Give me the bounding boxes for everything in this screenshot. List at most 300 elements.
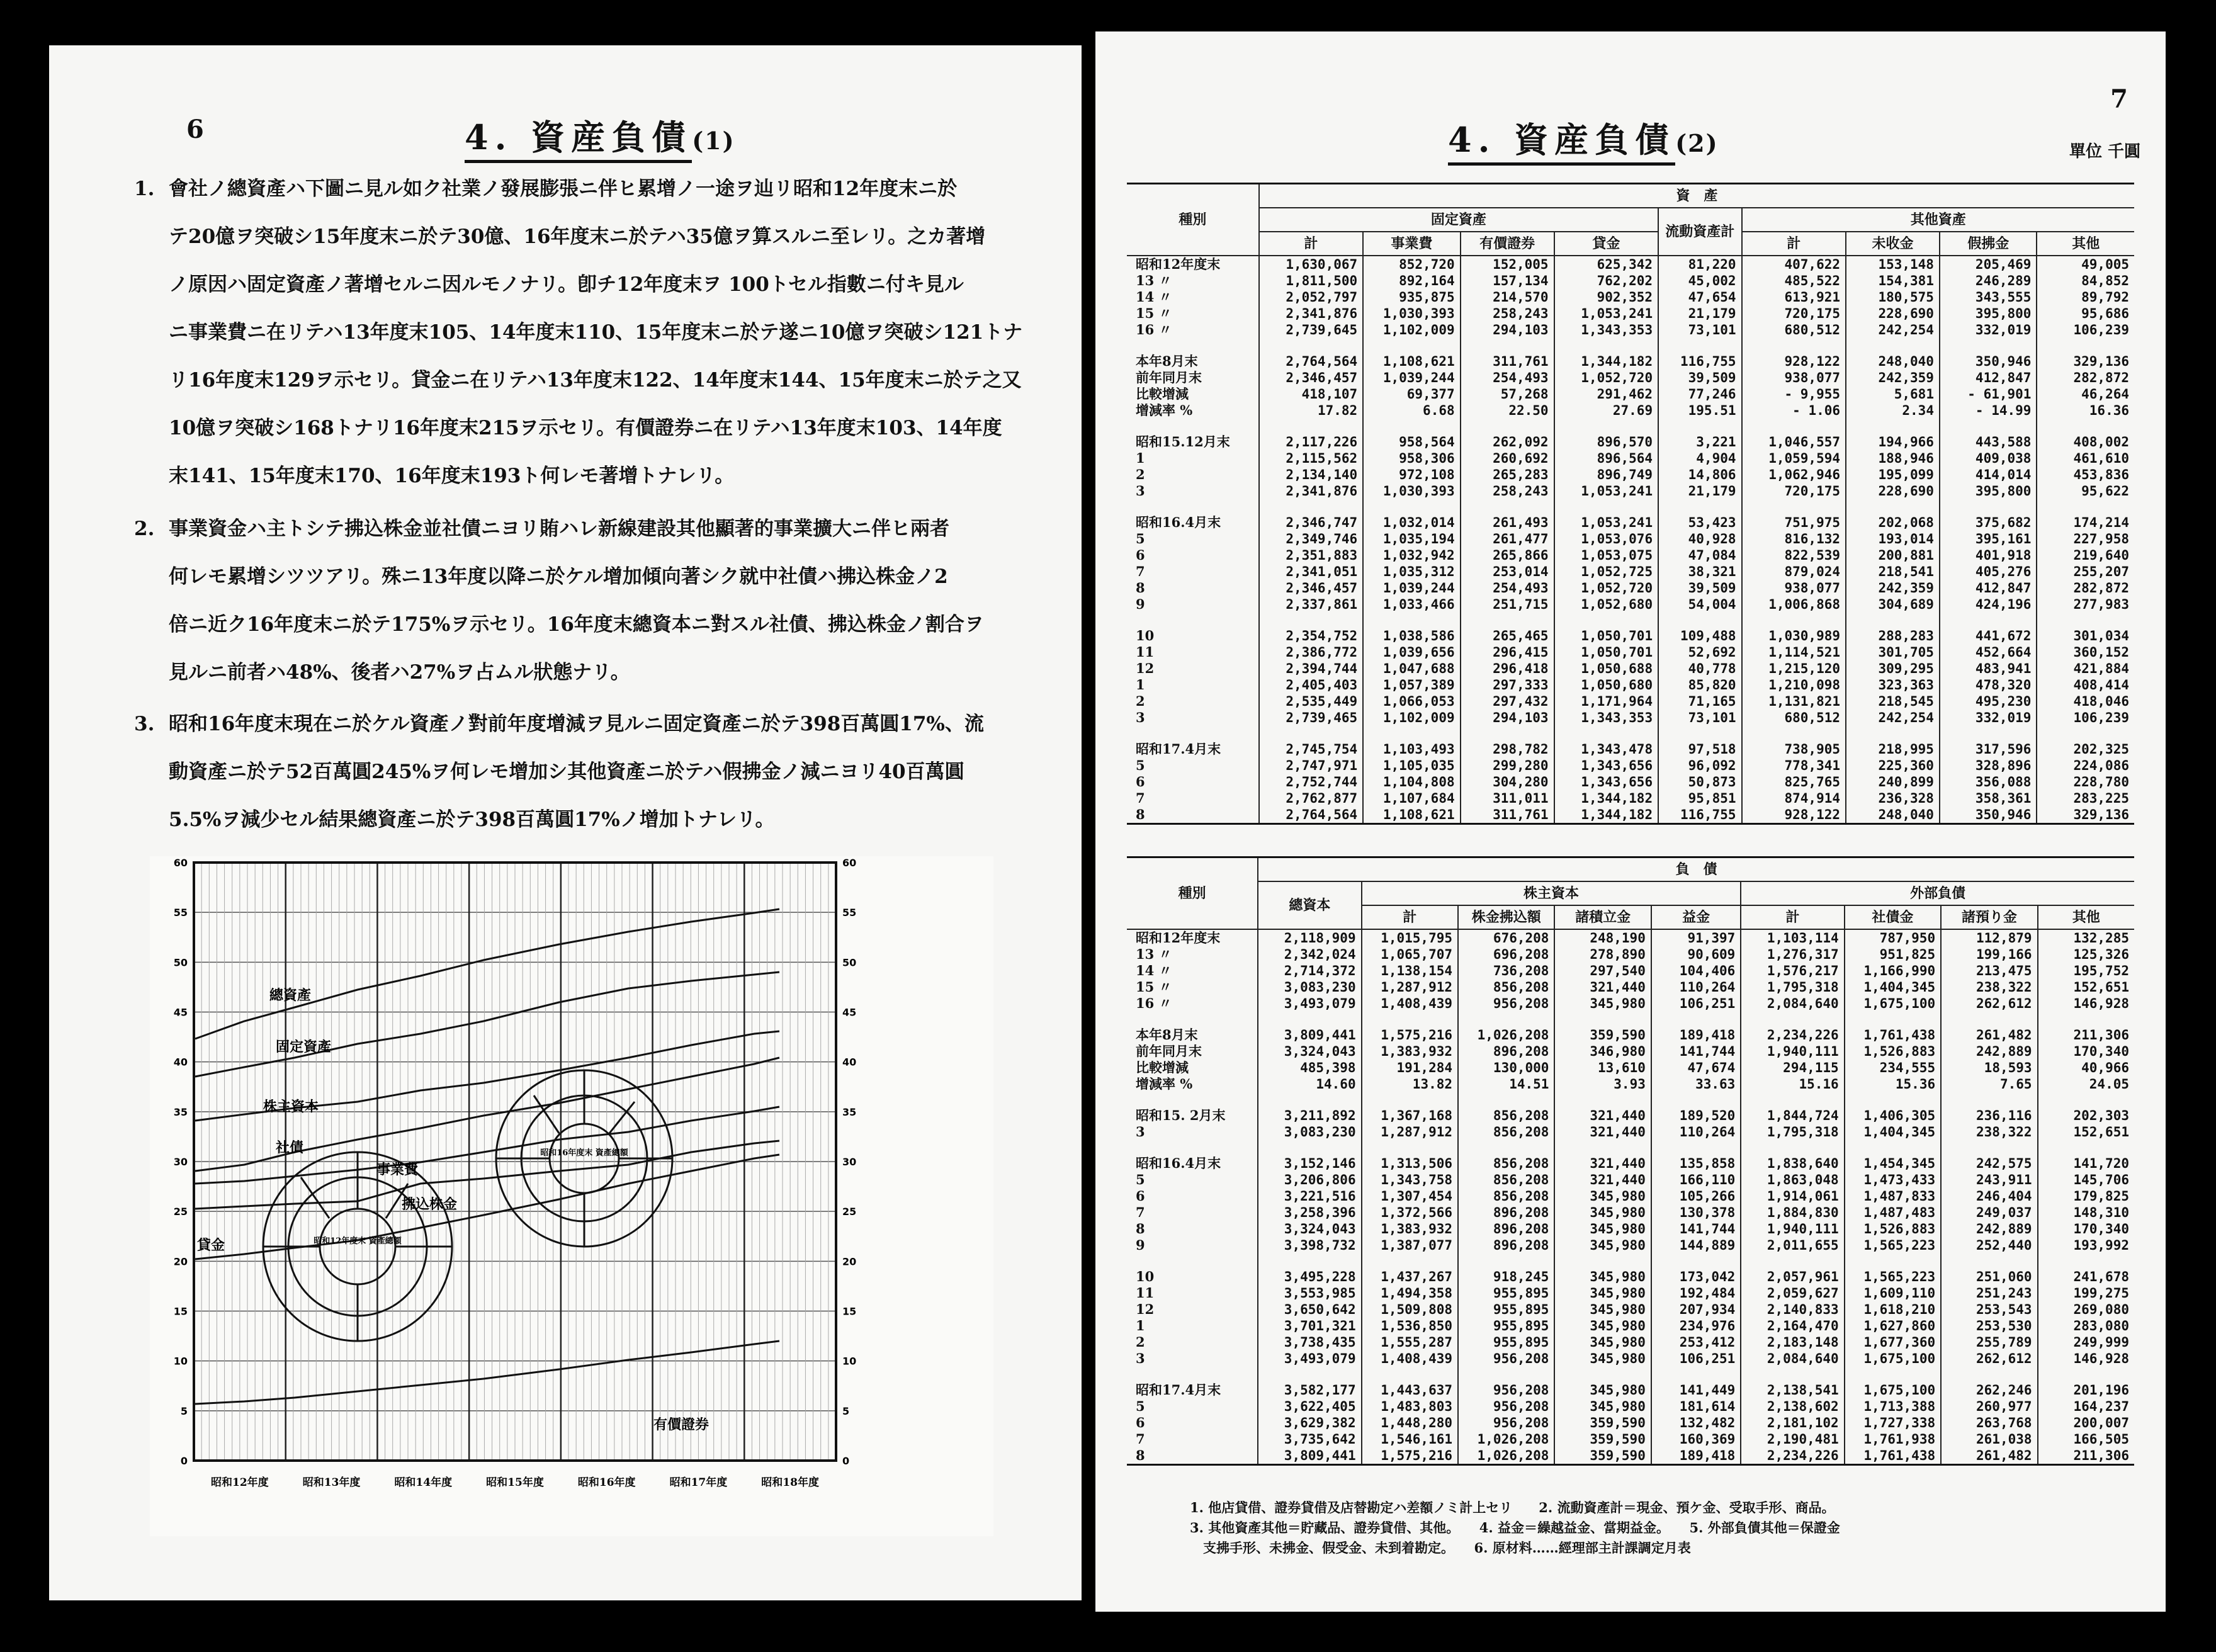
table-cell: 218,995 [1846, 741, 1940, 757]
table-cell: 202,325 [2037, 741, 2134, 757]
table-cell: 896,208 [1458, 1043, 1554, 1060]
row-label: 5 [1136, 1172, 1145, 1187]
table-cell: 228,690 [1846, 483, 1940, 499]
table-cell: 54,004 [1658, 596, 1741, 613]
table-row [1127, 1237, 2134, 1253]
table-cell: 3,083,230 [1258, 979, 1361, 995]
row-label: 1 [1136, 1318, 1145, 1333]
table-cell: 1,526,883 [1845, 1221, 1941, 1237]
row-label: 昭和17.4月末 [1136, 741, 1221, 757]
table-cell: 73,101 [1658, 710, 1741, 726]
paragraph-line: 會社ノ總資產ハ下圖ニ見ル如ク社業ノ發展膨張ニ伴ヒ累增ノ一途ヲ辿リ昭和12年度末ニ於 [169, 178, 958, 200]
table-cell: 81,220 [1658, 256, 1741, 273]
table-cell: 1,494,358 [1362, 1285, 1458, 1301]
table-cell: 874,914 [1742, 790, 1846, 806]
table-cell: 254,493 [1461, 580, 1554, 596]
table-cell: 261,477 [1461, 531, 1554, 547]
table-row [1127, 289, 2134, 305]
paragraph-line: テ20億ヲ突破シ15年度末ニ於テ30億、16年度末ニ於テハ35億ヲ算スルニ至レリ。之カ著增 [169, 225, 986, 248]
table-row [1127, 273, 2134, 289]
row-label: 增減率 % [1136, 402, 1193, 418]
table-cell: 3,735,642 [1258, 1431, 1361, 1447]
table-cell: 192,484 [1651, 1285, 1741, 1301]
table-cell: 1,437,267 [1362, 1269, 1458, 1285]
table-cell: 2,535,449 [1259, 693, 1364, 710]
table-cell: 90,609 [1651, 946, 1741, 963]
col-other: 其他 [2037, 232, 2134, 256]
col-securities: 有價證券 [1461, 232, 1554, 256]
table-cell: 152,651 [2038, 979, 2134, 995]
table-cell: 613,921 [1742, 289, 1846, 305]
table-row [1127, 774, 2134, 790]
table-cell: 3,493,079 [1258, 1350, 1361, 1367]
table-cell: 1,343,656 [1554, 757, 1659, 774]
table-row [1127, 1027, 2134, 1043]
table-cell: 299,280 [1461, 757, 1554, 774]
table-cell: 291,462 [1554, 386, 1659, 402]
row-label: 10 [1136, 1269, 1155, 1284]
table-cell: 199,166 [1941, 946, 2037, 963]
table-cell: 254,493 [1461, 370, 1554, 386]
x-tick-label: 昭和15年度 [486, 1476, 544, 1489]
table-cell [1941, 1367, 2037, 1382]
table-cell: 321,440 [1554, 1107, 1651, 1124]
table-cell: 148,310 [2038, 1204, 2134, 1221]
table-cell: 251,243 [1941, 1285, 2037, 1301]
table-cell: 141,449 [1651, 1382, 1741, 1398]
table-cell: 1,343,478 [1554, 741, 1659, 757]
table-cell: 680,512 [1742, 322, 1846, 338]
table-cell: 191,284 [1362, 1060, 1458, 1076]
table-cell: 3,211,892 [1258, 1107, 1361, 1124]
table-cell [1362, 1012, 1458, 1027]
table-cell [1940, 499, 2037, 514]
table-cell: 1,030,393 [1363, 305, 1460, 322]
title-text: 4. 資産負債 [465, 117, 692, 163]
table-spacer-row [1127, 338, 2134, 353]
table-cell [1258, 1092, 1361, 1107]
table-cell: 2,084,640 [1741, 995, 1844, 1012]
label-securities: 有價證券 [653, 1417, 709, 1433]
table-cell: 243,911 [1941, 1172, 2037, 1188]
table-cell: 311,761 [1461, 806, 1554, 824]
table-cell: 1,057,389 [1363, 677, 1460, 693]
table-cell: 2,117,226 [1259, 434, 1364, 450]
table-cell: 110,264 [1651, 1124, 1741, 1140]
table-cell: 3,493,079 [1258, 995, 1361, 1012]
table-cell: 350,946 [1940, 806, 2037, 824]
table-cell: 2,764,564 [1259, 806, 1364, 824]
table-cell: 856,208 [1458, 1155, 1554, 1172]
row-label: 13 〃 [1136, 273, 1172, 288]
table-row [1127, 1043, 2134, 1060]
table-cell: 2,351,883 [1259, 547, 1364, 563]
table-cell: 938,077 [1742, 370, 1846, 386]
table-cell: 359,590 [1554, 1447, 1651, 1465]
table-cell: 106,239 [2037, 322, 2134, 338]
table-cell [2038, 1140, 2134, 1155]
table-cell [1554, 499, 1659, 514]
table-cell: 1,026,208 [1458, 1447, 1554, 1465]
table-cell: 3,553,985 [1258, 1285, 1361, 1301]
table-cell: 242,359 [1846, 370, 1940, 386]
table-cell: 321,440 [1554, 1155, 1651, 1172]
table-cell: 116,755 [1658, 806, 1741, 824]
table-cell: 345,980 [1554, 1382, 1651, 1398]
table-cell: 736,208 [1458, 963, 1554, 979]
table-cell: 278,890 [1554, 946, 1651, 963]
table-row [1127, 1124, 2134, 1140]
table-cell: 2,059,627 [1741, 1285, 1844, 1301]
table-cell [1845, 1092, 1941, 1107]
paragraph-line: 事業資金ハ主トシテ拂込株金並社債ニヨリ賄ハレ新線建設其他顯著的事業擴大ニ伴ヒ兩者 [169, 518, 949, 540]
table-cell: 2,337,861 [1259, 596, 1364, 613]
table-cell: 174,214 [2037, 514, 2134, 531]
table-cell: 1,536,850 [1362, 1318, 1458, 1334]
table-cell: 15.16 [1741, 1076, 1844, 1092]
table-cell [1651, 1140, 1741, 1155]
table-cell: 345,980 [1554, 1350, 1651, 1367]
table-cell: 1,052,680 [1554, 596, 1659, 613]
table-cell [1259, 338, 1364, 353]
row-label: 2 [1136, 693, 1145, 709]
table-row [1127, 483, 2134, 499]
col-fixed-total: 計 [1259, 232, 1364, 256]
liabilities-table [1127, 856, 2134, 1466]
table-cell: 1,171,964 [1554, 693, 1659, 710]
table-cell: 89,792 [2037, 289, 2134, 305]
equity-header: 株主資本 [1362, 881, 1741, 905]
y-tick-label: 5 [180, 1405, 188, 1417]
table-row [1127, 1334, 2134, 1350]
table-cell: 40,928 [1658, 531, 1741, 547]
table-cell: 321,440 [1554, 1124, 1651, 1140]
table-cell: 2,138,541 [1741, 1382, 1844, 1398]
table-cell: 1,677,360 [1845, 1334, 1941, 1350]
table-cell [1845, 1253, 1941, 1269]
table-cell: 928,122 [1742, 806, 1846, 824]
paragraph-line: 動資產ニ於テ52百萬圓245%ヲ何レモ增加シ其他資產ニ於テハ假拂金ノ減ニヨリ40百萬圓 [169, 761, 964, 783]
table-cell: 409,038 [1940, 450, 2037, 467]
table-row [1127, 305, 2134, 322]
table-cell [1846, 613, 1940, 628]
table-cell: 892,164 [1363, 273, 1460, 289]
table-cell [1461, 338, 1554, 353]
paragraph-line: 末141、15年度末170、16年度末193ト何レモ著增トナレリ。 [169, 465, 735, 487]
table-cell: 1,114,521 [1742, 644, 1846, 660]
row-label: 9 [1136, 1237, 1145, 1253]
table-cell: 296,415 [1461, 644, 1554, 660]
table-cell [1941, 1012, 2037, 1027]
table-cell: 1,884,830 [1741, 1204, 1844, 1221]
table-cell [1741, 1140, 1844, 1155]
table-row [1127, 1447, 2134, 1465]
row-label: 12 [1136, 660, 1155, 676]
table-cell: 283,225 [2037, 790, 2134, 806]
table-cell: 3,083,230 [1258, 1124, 1361, 1140]
table-row [1127, 1415, 2134, 1431]
table-cell: 238,322 [1941, 1124, 2037, 1140]
table-cell [1554, 1367, 1651, 1382]
table-cell: 395,800 [1940, 483, 2037, 499]
col-current-assets: 流動資產計 [1658, 208, 1741, 256]
table-cell: 154,381 [1846, 273, 1940, 289]
table-cell: 258,243 [1461, 483, 1554, 499]
table-cell [1127, 1367, 1258, 1382]
table-cell [1554, 1140, 1651, 1155]
x-tick-label: 昭和12年度 [211, 1476, 269, 1489]
table-cell: 856,208 [1458, 1124, 1554, 1140]
table-cell [1554, 613, 1659, 628]
table-cell: 195.51 [1658, 402, 1741, 419]
table-cell: 1,630,067 [1259, 256, 1364, 273]
table-cell: 1,761,438 [1845, 1447, 1941, 1465]
label-paid-capital: 拂込株金 [402, 1196, 458, 1213]
table-cell: 1,487,833 [1845, 1188, 1941, 1204]
table-row [1127, 1060, 2134, 1076]
table-cell: 1,052,720 [1554, 580, 1659, 596]
table-cell: 24.05 [2038, 1076, 2134, 1092]
table-cell [2038, 1367, 2134, 1382]
table-cell: 2,234,226 [1741, 1447, 1844, 1465]
table-cell: 225,360 [1846, 757, 1940, 774]
table-cell: 1,761,938 [1845, 1431, 1941, 1447]
col-equity-total: 計 [1362, 905, 1458, 929]
table-cell: 1,052,720 [1554, 370, 1659, 386]
table-cell: 956,208 [1458, 1398, 1554, 1415]
table-cell: 3,622,405 [1258, 1398, 1361, 1415]
row-label: 14 〃 [1136, 963, 1172, 978]
paragraph-line: 昭和16年度末現在ニ於ケル資產ノ對前年度增減ヲ見ルニ固定資產ニ於テ398百萬圓17%、流 [169, 713, 984, 735]
table-cell: 2,183,148 [1741, 1334, 1844, 1350]
table-cell: 193,992 [2038, 1237, 2134, 1253]
table-cell: 18,593 [1941, 1060, 2037, 1076]
y-tick-label-right: 10 [842, 1355, 857, 1367]
table-cell [1461, 613, 1554, 628]
table-cell: 1,046,557 [1742, 434, 1846, 450]
x-tick-label: 昭和18年度 [761, 1476, 819, 1489]
table-cell: 1,108,621 [1363, 353, 1460, 370]
table-cell: 297,540 [1554, 963, 1651, 979]
table-cell: 2.34 [1846, 402, 1940, 419]
table-cell: 424,196 [1940, 596, 2037, 613]
table-cell: 260,977 [1941, 1398, 2037, 1415]
table-cell: 359,590 [1554, 1415, 1651, 1431]
table-cell: 7.65 [1941, 1076, 2037, 1092]
table-cell: 294,103 [1461, 322, 1554, 338]
table-row [1127, 1431, 2134, 1447]
table-cell: 856,208 [1458, 1188, 1554, 1204]
table-cell: 39,509 [1658, 370, 1741, 386]
table-cell: 3.93 [1554, 1076, 1651, 1092]
table-row [1127, 1221, 2134, 1237]
table-cell: 253,014 [1461, 563, 1554, 580]
table-cell: 1,565,223 [1845, 1269, 1941, 1285]
table-cell: 3,324,043 [1258, 1221, 1361, 1237]
table-cell: 309,295 [1846, 660, 1940, 677]
table-cell: 2,057,961 [1741, 1269, 1844, 1285]
x-tick-label: 昭和17年度 [669, 1476, 728, 1489]
table-spacer-row [1127, 613, 2134, 628]
table-cell: 109,488 [1658, 628, 1741, 644]
label-bonds: 社債 [276, 1140, 304, 1156]
table-cell: 255,789 [1941, 1334, 2037, 1350]
table-cell: 2,405,403 [1259, 677, 1364, 693]
row-label: 6 [1136, 547, 1145, 563]
assets-table [1127, 183, 2134, 825]
table-cell: 1,210,098 [1742, 677, 1846, 693]
table-cell [1742, 613, 1846, 628]
table-cell: 262,092 [1461, 434, 1554, 450]
table-row [1127, 531, 2134, 547]
table-cell: 85,820 [1658, 677, 1741, 693]
table-cell [1458, 1092, 1554, 1107]
table-cell: 345,980 [1554, 1334, 1651, 1350]
table-row [1127, 1107, 2134, 1124]
table-cell: 1,383,932 [1362, 1221, 1458, 1237]
table-cell: 49,005 [2037, 256, 2134, 273]
table-row [1127, 386, 2134, 402]
row-label: 1 [1136, 450, 1145, 466]
table-cell: 1,102,009 [1363, 322, 1460, 338]
table-cell: 304,280 [1461, 774, 1554, 790]
table-cell: 1,006,868 [1742, 596, 1846, 613]
row-label: 昭和16.4月末 [1136, 514, 1221, 530]
table-cell: 1,343,758 [1362, 1172, 1458, 1188]
table-cell: 249,999 [2038, 1334, 2134, 1350]
table-cell: 345,980 [1554, 1269, 1651, 1285]
table-cell: 1,761,438 [1845, 1027, 1941, 1043]
paragraph-line: 5.5%ヲ減少セル結果總資產ニ於テ398百萬圓17%ノ增加トナレリ。 [169, 808, 775, 831]
table-cell: 40,966 [2038, 1060, 2134, 1076]
table-cell [1658, 613, 1741, 628]
table-cell: 40,778 [1658, 660, 1741, 677]
table-cell: 195,099 [1846, 467, 1940, 483]
table-cell: 3,221 [1658, 434, 1741, 450]
table-cell: 252,440 [1941, 1237, 2037, 1253]
table-spacer-row [1127, 1367, 2134, 1382]
table-cell [1363, 499, 1460, 514]
row-label: 增減率 % [1136, 1076, 1193, 1092]
table-cell: 214,570 [1461, 289, 1554, 305]
table-cell [1127, 419, 1259, 434]
table-cell: 242,254 [1846, 322, 1940, 338]
table-cell: 1,138,154 [1362, 963, 1458, 979]
table-cell: 762,202 [1554, 273, 1659, 289]
table-cell: 228,690 [1846, 305, 1940, 322]
table-cell [1458, 1012, 1554, 1027]
table-cell: 255,207 [2037, 563, 2134, 580]
x-tick-label: 昭和16年度 [577, 1476, 636, 1489]
table-cell: 179,825 [2038, 1188, 2134, 1204]
table-cell: 38,321 [1658, 563, 1741, 580]
table-cell: 71,165 [1658, 693, 1741, 710]
table-cell: 3,738,435 [1258, 1334, 1361, 1350]
table-row [1127, 370, 2134, 386]
table-cell: 21,179 [1658, 305, 1741, 322]
row-label: 6 [1136, 774, 1145, 789]
table-cell: - 1.06 [1742, 402, 1846, 419]
table-cell: 1,675,100 [1845, 1382, 1941, 1398]
table-cell: 265,465 [1461, 628, 1554, 644]
table-cell [2038, 1253, 2134, 1269]
row-label: 9 [1136, 596, 1145, 612]
row-label: 5 [1136, 757, 1145, 773]
table-cell [1458, 1253, 1554, 1269]
table-cell [1742, 499, 1846, 514]
table-cell: 1,404,345 [1845, 979, 1941, 995]
table-cell [1742, 419, 1846, 434]
table-row [1127, 979, 2134, 995]
table-row [1127, 757, 2134, 774]
table-cell: 412,847 [1940, 580, 2037, 596]
col-paid-in: 株金拂込額 [1458, 905, 1554, 929]
table-cell: 1,276,317 [1741, 946, 1844, 963]
table-cell: 2,115,562 [1259, 450, 1364, 467]
table-cell: 2,752,744 [1259, 774, 1364, 790]
table-cell: 77,246 [1658, 386, 1741, 402]
table-cell: 166,110 [1651, 1172, 1741, 1188]
table-cell [1362, 1367, 1458, 1382]
table-row [1127, 1076, 2134, 1092]
paragraph-number: 2. [134, 518, 155, 540]
table-cell: 2,346,747 [1259, 514, 1364, 531]
table-row [1127, 1398, 2134, 1415]
table-cell [1259, 499, 1364, 514]
y-tick-label: 60 [173, 857, 188, 869]
table-row [1127, 322, 2134, 338]
table-cell [1363, 338, 1460, 353]
row-label: 12 [1136, 1301, 1155, 1317]
table-cell: 95,686 [2037, 305, 2134, 322]
table-cell: 1,026,208 [1458, 1431, 1554, 1447]
table-cell: 2,084,640 [1741, 1350, 1844, 1367]
table-cell: 1,035,194 [1363, 531, 1460, 547]
other-assets-header: 其他資產 [1742, 208, 2135, 232]
row-label: 本年8月末 [1136, 1027, 1198, 1043]
table-cell: 242,254 [1846, 710, 1940, 726]
table-cell: 1,035,312 [1363, 563, 1460, 580]
table-row [1127, 693, 2134, 710]
table-cell: 951,825 [1845, 946, 1941, 963]
table-cell: 1,050,680 [1554, 677, 1659, 693]
row-label: 3 [1136, 710, 1145, 725]
table-cell: 1,844,724 [1741, 1107, 1844, 1124]
table-spacer-row [1127, 1092, 2134, 1107]
table-cell [1363, 726, 1460, 741]
footnote-3: 支拂手形、未拂金、假受金、未到着勘定。 6. 原材料……經理部主計課調定月表 [1190, 1540, 1691, 1556]
table-cell: 1,344,182 [1554, 806, 1659, 824]
paragraph-line: 倍ニ近ク16年度末ニ於テ175%ヲ示セリ。16年度末總資本ニ對スル社債、拂込株金ノ割合ヲ [169, 613, 984, 636]
table-cell: 896,208 [1458, 1221, 1554, 1237]
table-cell: 246,404 [1941, 1188, 2037, 1204]
table-cell: 1,039,244 [1363, 370, 1460, 386]
table-cell: 401,918 [1940, 547, 2037, 563]
table-cell: 321,440 [1554, 1172, 1651, 1188]
table-cell: 146,928 [2038, 995, 2134, 1012]
row-label: 昭和12年度末 [1136, 930, 1221, 946]
table-row [1127, 467, 2134, 483]
table-cell: 17.82 [1259, 402, 1364, 419]
table-cell: 3,398,732 [1258, 1237, 1361, 1253]
row-label: 7 [1136, 563, 1145, 579]
table-cell: 253,412 [1651, 1334, 1741, 1350]
table-cell: 106,239 [2037, 710, 2134, 726]
table-cell: 1,015,795 [1362, 929, 1458, 946]
table-cell: 311,011 [1461, 790, 1554, 806]
row-label: 1 [1136, 677, 1145, 693]
table-cell: 84,852 [2037, 273, 2134, 289]
